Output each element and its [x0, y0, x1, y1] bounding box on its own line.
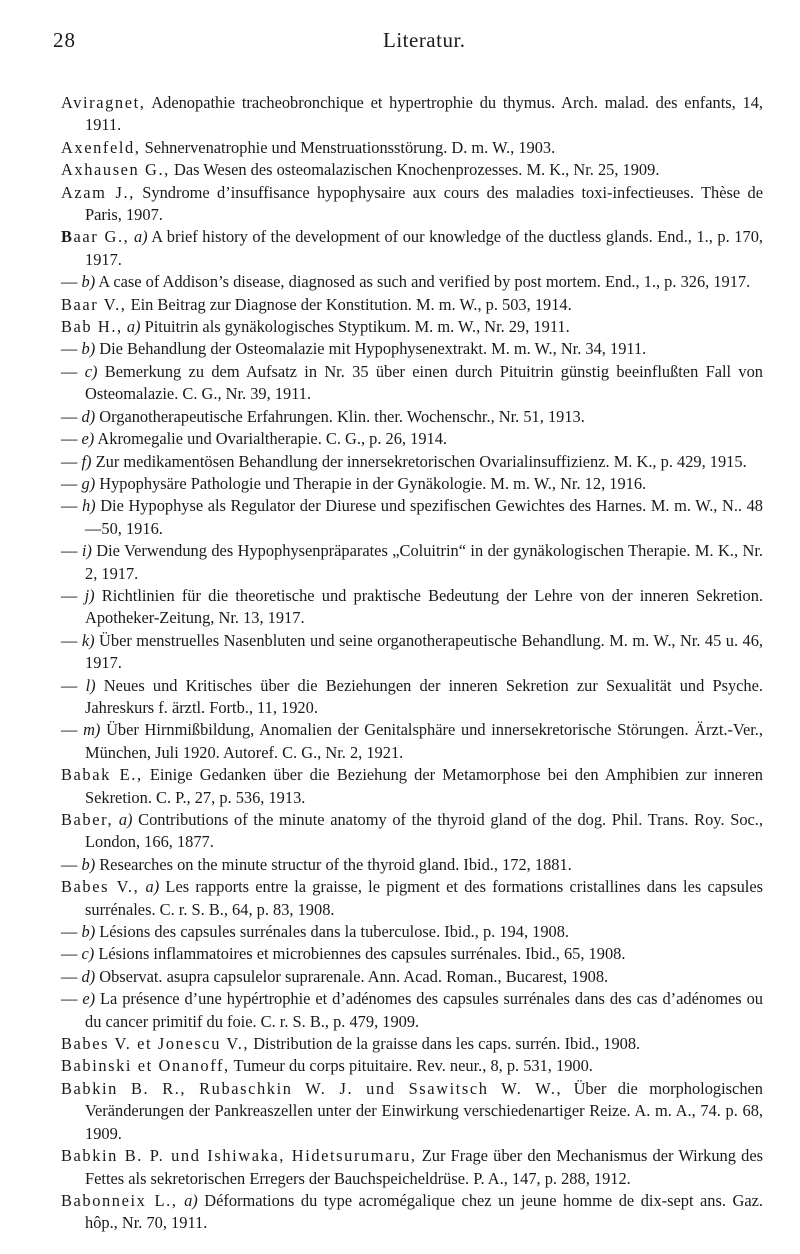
reference-text: Über die morphologischen Veränderungen der Pankreaszellen unter der Einwirkung verschiedenartiger Reize. A. m. A., 74. p. 68, 1909.	[85, 1078, 764, 1143]
reference-text: Hypophysäre Pathologie und Therapie in der Gynäkologie. M. m. W., Nr. 12, 1916.	[95, 473, 647, 493]
reference-label: b)	[81, 922, 96, 942]
reference-text: Organotherapeutische Erfahrungen. Klin. ther. Wochenschr., Nr. 51, 1913.	[95, 406, 585, 426]
reference-subentry: — l) Neues und Kritisches über die Beziehungen der inneren Sekretion zur Sexualität und Psyche. Jahreskurs f. ärztl. Fortb., 11, 1920.	[61, 675, 763, 717]
reference-author: Bab H.,	[61, 317, 123, 337]
reference-subentry: — d) Observat. asupra capsulelor suprarenale. Ann. Acad. Roman., Bucarest, 1908.	[61, 966, 609, 986]
reference-author: Axhausen G.,	[61, 160, 170, 180]
running-title: Literatur.	[383, 28, 466, 52]
reference-author: Azam J.,	[61, 182, 135, 202]
reference-text: Observat. asupra capsulelor suprarenale. Ann. Acad. Roman., Bucarest, 1908.	[95, 966, 609, 986]
reference-entry	[61, 809, 763, 854]
reference-entry	[61, 1033, 763, 1055]
author-rest: aar G.,	[73, 227, 130, 247]
reference-entry	[61, 182, 763, 227]
reference-label: h)	[81, 496, 96, 516]
reference-label: a)	[177, 1190, 198, 1210]
page-header	[0, 28, 800, 68]
reference-entry	[61, 1078, 763, 1145]
reference-author: Babonneix L.,	[61, 1190, 178, 1210]
reference-subentry: — c) Lésions inflammatoires et microbiennes des capsules surrénales. Ibid., 65, 1908.	[61, 944, 626, 964]
reference-subentry: — b) Lésions des capsules surrénales dans la tuberculose. Ibid., p. 194, 1908.	[61, 922, 570, 942]
reference-subentry: — d) Organotherapeutische Erfahrungen. Klin. ther. Wochenschr., Nr. 51, 1913.	[61, 406, 585, 426]
reference-text: Ein Beitrag zur Diagnose der Konstitution. M. m. W., p. 503, 1914.	[126, 294, 572, 314]
reference-entry	[61, 876, 763, 921]
reference-text: Akromegalie und Ovarialtherapie. C. G., p. 26, 1914.	[94, 429, 448, 449]
reference-entry	[61, 316, 763, 338]
reference-entry	[61, 294, 763, 316]
reference-text: Über Hirnmißbildung, Anomalien der Genitalsphäre und innersekretorische Störungen. Ärzt.-Ver., München, Juli 1920. Autoref. C. G., Nr. 2, 1921.	[85, 720, 763, 762]
reference-entry	[61, 92, 763, 137]
reference-list	[61, 92, 763, 1235]
reference-text: La présence d’une hypértrophie et d’adénomes des capsules surrénales dans des cas d’adénomes ou du cancer primitif du foie. C. r. S. B., p. 479, 1909.	[85, 989, 763, 1031]
reference-text: Syndrome d’insuffisance hypophysaire aux cours des maladies toxi-infectieuses. Thèse de Paris, 1907.	[85, 182, 764, 225]
reference-entry	[61, 764, 763, 809]
reference-subentry: — f) Zur medikamentösen Behandlung der innersekretorischen Ovarialinsuffizienz. M. K., p. 429, 1915.	[61, 451, 747, 471]
reference-subentry: — h) Die Hypophyse als Regulator der Diurese und spezifischen Gewichtes des Harnes. M. m. W., N.. 48—50, 1916.	[61, 496, 763, 538]
reference-text: Neues und Kritisches über die Beziehungen der inneren Sekretion zur Sexualität und Psyche. Jahreskurs f. ärztl. Fortb., 11, 1920.	[85, 675, 763, 717]
reference-subentry: — b) A case of Addison’s disease, diagnosed as such and verified by post mortem. End., 1., p. 326, 1917.	[61, 272, 751, 292]
reference-text: Adenopathie tracheobronchique et hypertrophie du thymus. Arch. malad. des enfants, 14, 1911.	[85, 93, 763, 135]
reference-text: A case of Addison’s disease, diagnosed as such and verified by post mortem. End., 1., p. 326, 1917.	[95, 272, 751, 292]
reference-text: Contributions of the minute anatomy of the thyroid gland of the dog. Phil. Trans. Roy. Soc., London, 166, 1877.	[85, 810, 763, 852]
reference-label: a)	[129, 227, 148, 247]
reference-text: Die Behandlung der Osteomalazie mit Hypophysenextrakt. M. m. W., Nr. 34, 1911.	[95, 339, 647, 359]
reference-entry	[61, 1145, 763, 1190]
reference-text: Richtlinien für die theoretische und praktische Bedeutung der Lehre von der inneren Sekretion. Apotheker-Zeitung, Nr. 13, 1917.	[85, 585, 763, 628]
reference-author: Babes V. et Jonescu V.,	[61, 1034, 250, 1054]
reference-subentry: — j) Richtlinien für die theoretische und praktische Bedeutung der Lehre von der inneren Sekretion. Apotheker-Zeitung, Nr. 13, 1917.	[61, 585, 763, 628]
reference-author: Babkin B. P. und Ishiwaka, Hidetsurumaru,	[61, 1146, 417, 1166]
reference-entry	[61, 226, 763, 271]
reference-text: Bemerkung zu dem Aufsatz in Nr. 35 über einen durch Pituitrin günstig beeinflußten Fall von Osteomalazie. C. G., Nr. 39, 1911.	[85, 361, 763, 404]
reference-text: Lésions inflammatoires et microbiennes des capsules surrénales. Ibid., 65, 1908.	[94, 944, 626, 964]
reference-text: Das Wesen des osteomalazischen Knochenprozesses. M. K., Nr. 25, 1909.	[169, 160, 660, 180]
reference-author: Babak E.,	[61, 765, 143, 785]
reference-label: b)	[81, 272, 96, 292]
reference-text: Pituitrin als gynäkologisches Styptikum. M. m. W., Nr. 29, 1911.	[140, 317, 570, 337]
reference-text: A brief history of the development of our knowledge of the ductless glands. End., 1., p. 170, 1917.	[85, 227, 763, 269]
reference-label: c)	[81, 944, 95, 964]
reference-subentry: — e) La présence d’une hypértrophie et d’adénomes des capsules surrénales dans des cas d’adénomes ou du cancer primitif du foie. C. r. S. B., p. 479, 1909.	[61, 989, 763, 1031]
reference-subentry: — b) Researches on the minute structur of the thyroid gland. Ibid., 172, 1881.	[61, 854, 572, 874]
reference-author: Babinski et Onanoff,	[61, 1056, 230, 1076]
reference-label: f)	[81, 451, 92, 471]
reference-author: Baar V.,	[61, 294, 127, 314]
reference-author: Baber,	[61, 810, 114, 829]
reference-text: Die Hypophyse als Regulator der Diurese und spezifischen Gewichtes des Harnes. M. m. W., N.. 48—50, 1916.	[85, 496, 763, 538]
reference-subentry: — b) Die Behandlung der Osteomalazie mit Hypophysenextrakt. M. m. W., Nr. 34, 1911.	[61, 339, 647, 359]
reference-text: Researches on the minute structur of the thyroid gland. Ibid., 172, 1881.	[95, 854, 572, 874]
reference-label: a)	[122, 317, 141, 337]
reference-text: Zur Frage über den Mechanismus der Wirkung des Fettes als sekretorischen Erregers der Bauchspeicheldrüse. P. A., 147, p. 288, 1912.	[85, 1146, 763, 1188]
reference-entry	[61, 1190, 763, 1235]
reference-author: Babkin B. R., Rubaschkin W. J. und Ssawitsch W. W.,	[61, 1078, 563, 1098]
reference-text: Tumeur du corps pituitaire. Rev. neur., 8, p. 531, 1900.	[229, 1056, 593, 1076]
reference-text: Zur medikamentösen Behandlung der innersekretorischen Ovarialinsuffizienz. M. K., p. 429, 1915.	[91, 451, 747, 471]
reference-text: Über menstruelles Nasenbluten und seine organotherapeutische Behandlung. M. m. W., Nr. 45 u. 46, 1917.	[85, 630, 763, 673]
reference-subentry: — k) Über menstruelles Nasenbluten und seine organotherapeutische Behandlung. M. m. W., Nr. 45 u. 46, 1917.	[61, 630, 763, 673]
reference-label: b)	[81, 854, 96, 874]
reference-author: Axenfeld,	[61, 137, 141, 157]
reference-entry	[61, 137, 763, 159]
reference-subentry: — c) Bemerkung zu dem Aufsatz in Nr. 35 über einen durch Pituitrin günstig beeinflußten Fall von Osteomalazie. C. G., Nr. 39, 1911.	[61, 361, 763, 404]
reference-label: a)	[139, 877, 160, 897]
reference-author: Babes V.,	[61, 877, 140, 897]
reference-subentry: — g) Hypophysäre Pathologie und Therapie in der Gynäkologie. M. m. W., Nr. 12, 1916.	[61, 473, 647, 493]
reference-label: c)	[84, 361, 98, 381]
reference-text: Sehnervenatrophie und Menstruationsstörung. D. m. W., 1903.	[140, 137, 556, 157]
reference-label: k)	[81, 630, 95, 650]
reference-author: Aviragnet,	[61, 93, 146, 112]
reference-subentry: — m) Über Hirnmißbildung, Anomalien der Genitalsphäre und innersekretorische Störungen. Ärzt.-Ver., München, Juli 1920. Autoref. C. G., Nr. 2, 1921.	[61, 720, 763, 762]
reference-text: Lésions des capsules surrénales dans la tuberculose. Ibid., p. 194, 1908.	[95, 922, 570, 942]
reference-label: l)	[85, 675, 96, 695]
reference-entry	[61, 1055, 763, 1077]
reference-text: Die Verwendung des Hypophysenpräparates „Coluitrin“ in der gynäkologischen Therapie. M. K., Nr. 2, 1917.	[85, 541, 763, 583]
reference-label: m)	[83, 720, 101, 740]
reference-text: Distribution de la graisse dans les caps. surrén. Ibid., 1908.	[249, 1034, 641, 1054]
reference-label: i)	[81, 541, 92, 561]
reference-subentry: — i) Die Verwendung des Hypophysenpräparates „Coluitrin“ in der gynäkologischen Therapie. M. K., Nr. 2, 1917.	[61, 541, 763, 583]
reference-label: e)	[82, 989, 96, 1009]
reference-label: j)	[84, 585, 95, 605]
reference-label: g)	[81, 473, 96, 493]
reference-text: Déformations du type acromégalique chez un jeune homme de dix-sept ans. Gaz. hôp., Nr. 70, 1911.	[85, 1190, 763, 1233]
reference-text: Les rapports entre la graisse, le pigment et des formations cristallines dans les capsules surrénales. C. r. S. B., 64, p. 83, 1908.	[85, 877, 763, 919]
reference-label: b)	[81, 339, 96, 359]
reference-entry	[61, 159, 763, 181]
reference-label: a)	[113, 810, 133, 829]
reference-subentry: — e) Akromegalie und Ovarialtherapie. C. G., p. 26, 1914.	[61, 429, 448, 449]
page-number: 28	[53, 28, 76, 52]
reference-author	[61, 227, 129, 246]
reference-label: e)	[81, 429, 95, 449]
bold-initial: B	[61, 227, 74, 247]
reference-label: d)	[81, 406, 96, 426]
reference-label: d)	[81, 966, 96, 986]
reference-text: Einige Gedanken über die Beziehung der Metamorphose bei den Amphibien zur inneren Sekretion. C. P., 27, p. 536, 1913.	[85, 765, 764, 807]
